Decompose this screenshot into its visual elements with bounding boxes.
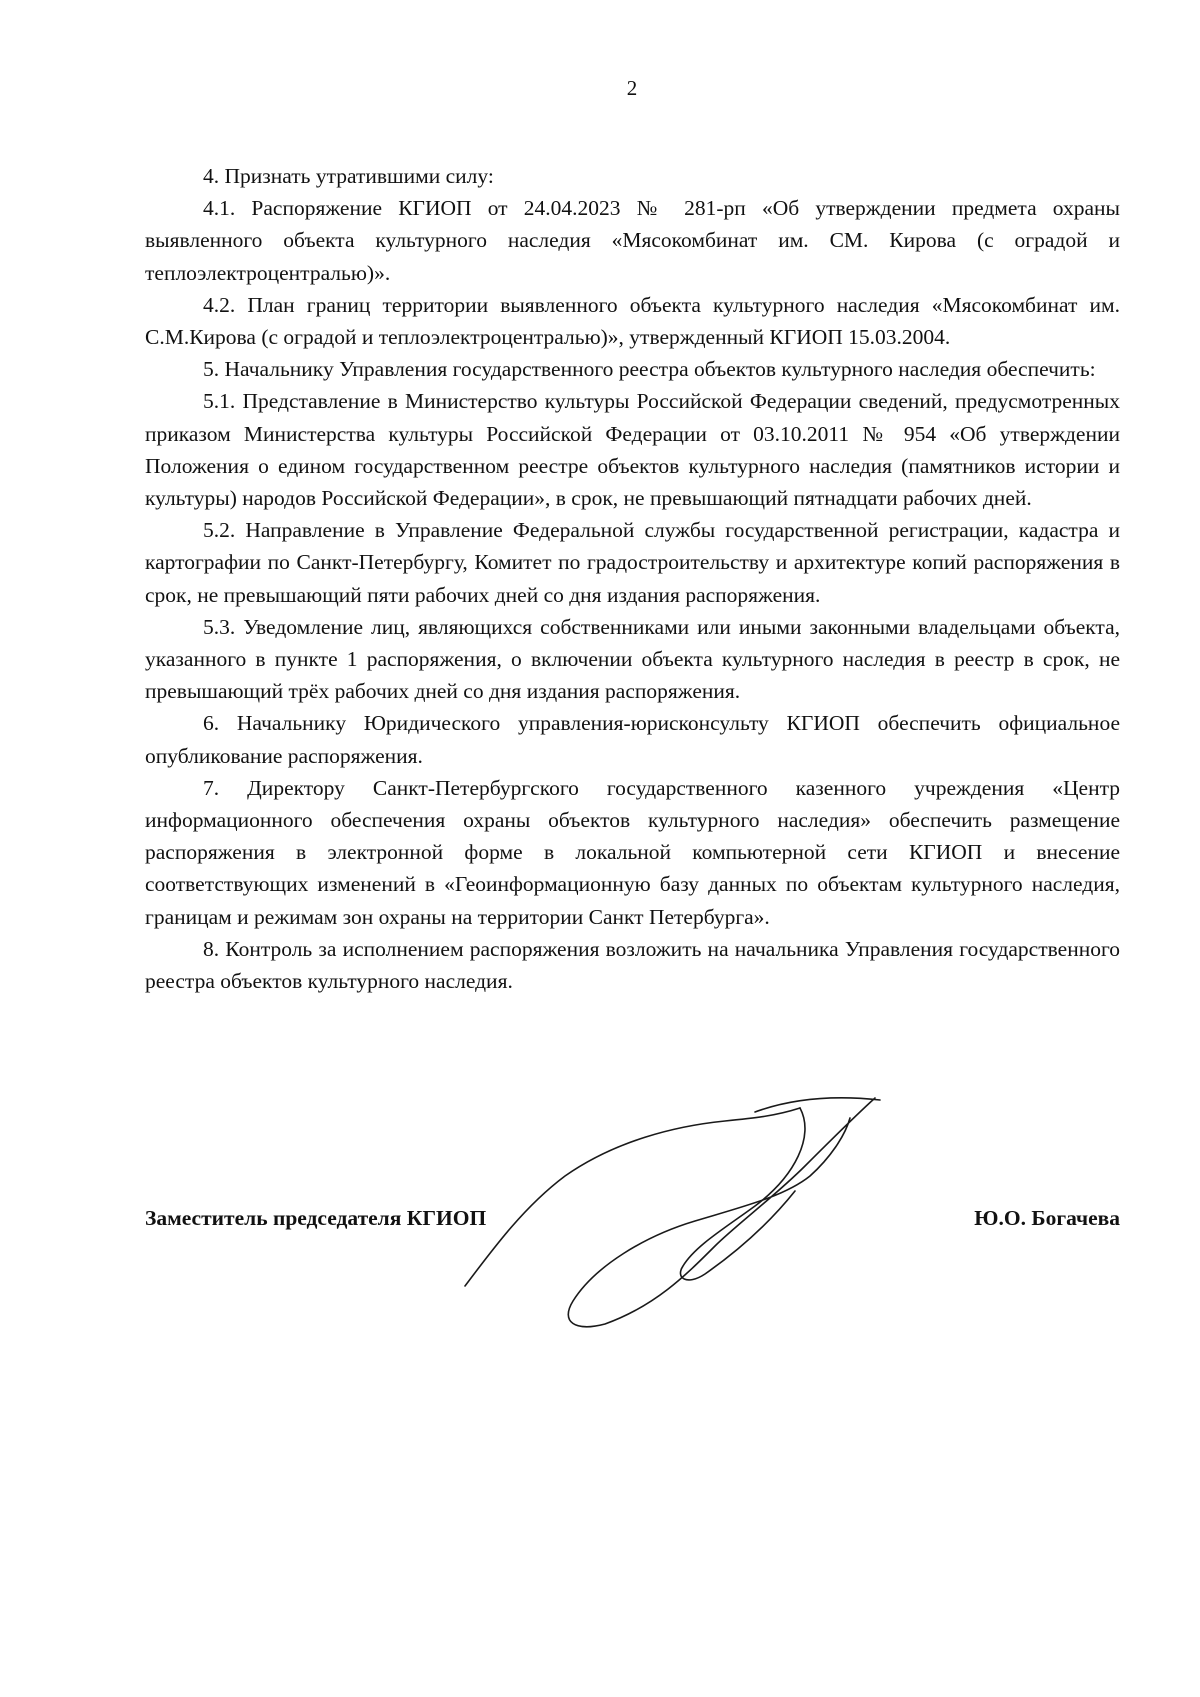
signatory-name: Ю.О. Богачева — [974, 1206, 1120, 1230]
signature-block — [145, 1206, 1120, 1231]
paragraph-5: 5. Начальнику Управления государственного реестра объектов культурного наследия обеспечить: — [203, 357, 1096, 382]
signatory-position: Заместитель председателя КГИОП — [145, 1206, 487, 1230]
paragraph-5-2: 5.2. Направление в Управление Федеральной службы государственной регистрации, кадастра и картографии по Санкт-Петербургу, Комитет по градостроительству и архитектуре копий распоряжения в срок, не превышающий пяти рабочих дней со дня издания распоряжения. — [145, 518, 1120, 607]
paragraph-5-1: 5.1. Представление в Министерство культуры Российской Федерации сведений, предусмотренных приказом Министерства культуры Российской Федерации от 03.10.2011 № 954 «Об утверждении Положения о едином государственном реестре объектов культурного наследия (памятников истории и культуры) народов Российской Федерации», в срок, не превышающий пятнадцати рабочих дней. — [145, 389, 1120, 511]
page-number: 2 — [626, 76, 638, 100]
document-body — [145, 160, 1120, 997]
paragraph-5-3: 5.3. Уведомление лиц, являющихся собственниками или иными законными владельцами объекта, указанного в пункте 1 распоряжения, о включении объекта культурного наследия в реестр в срок, не превышающий трёх рабочих дней со дня издания распоряжения. — [145, 614, 1120, 704]
paragraph-4-2: 4.2. План границ территории выявленного объекта культурного наследия «Мясокомбинат им. С.М.Кирова (с оградой и теплоэлектроцентралью)», утвержденный КГИОП 15.03.2004. — [145, 292, 1120, 350]
paragraph-4-1: 4.1. Распоряжение КГИОП от 24.04.2023 № 281-рп «Об утверждении предмета охраны выявленного объекта культурного наследия «Мясокомбинат им. СМ. Кирова (с оградой и теплоэлектроцентралью)». — [145, 196, 1120, 285]
paragraph-7: 7. Директору Санкт-Петербургского государственного казенного учреждения «Центр информационного обеспечения охраны объектов культурного наследия» обеспечить размещение распоряжения в электронной форме в локальной компьютерной сети КГИОП и внесение соответствующих изменений в «Геоинформационную базу данных по объектам культурного наследия, границам и режимам зон охраны на территории Санкт Петербурга». — [145, 775, 1120, 929]
paragraph-4: 4. Признать утратившими силу: — [203, 164, 494, 188]
paragraph-8: 8. Контроль за исполнением распоряжения возложить на начальника Управления государственного реестра объектов культурного наследия. — [145, 936, 1120, 994]
paragraph-6: 6. Начальнику Юридического управления-юрисконсульту КГИОП обеспечить официальное опубликование распоряжения. — [145, 711, 1120, 768]
